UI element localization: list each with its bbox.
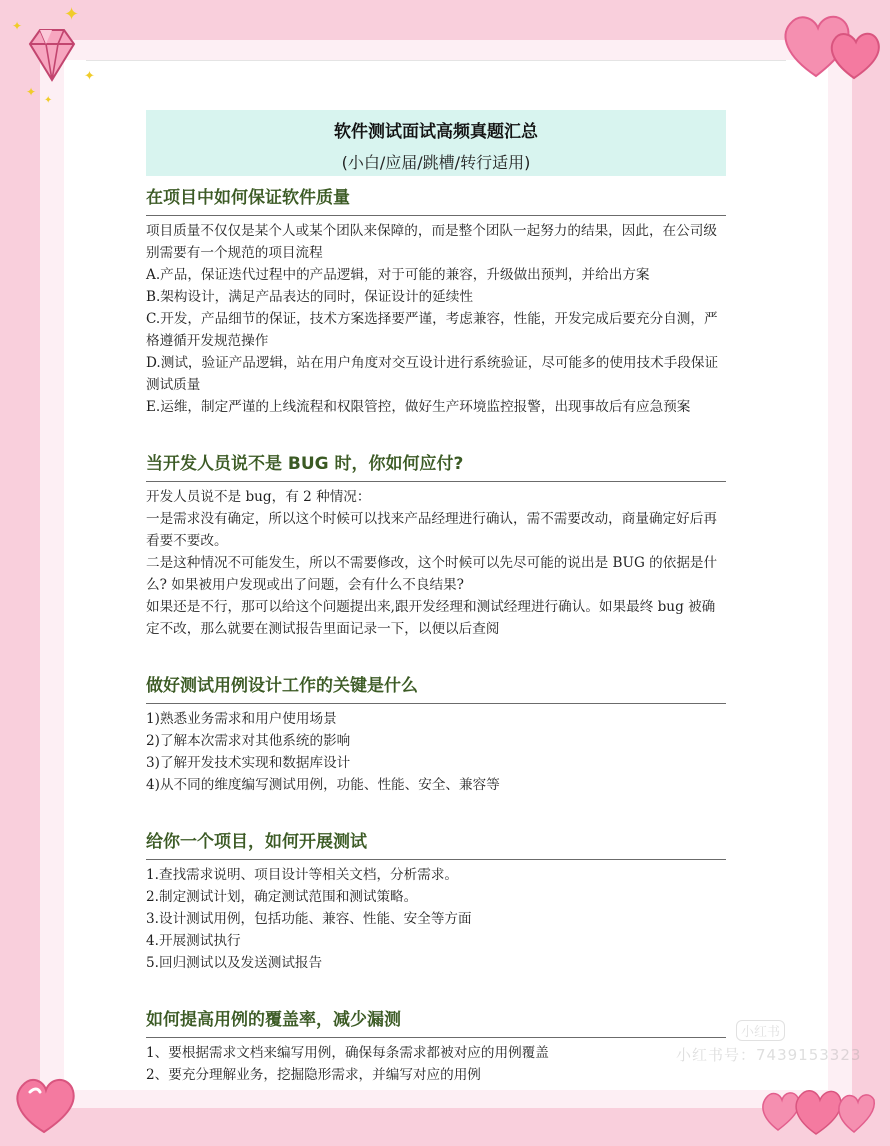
paragraph: 开发人员说不是 bug，有 2 种情况： <box>146 489 371 505</box>
title-band <box>146 110 726 176</box>
list-item: 1、要根据需求文档来编写用例，确保每条需求都被对应的用例覆盖 <box>146 1045 549 1061</box>
paragraph: A.产品，保证迭代过程中的产品逻辑，对于可能的兼容，升级做出预判，并给出方案 <box>146 267 650 283</box>
sparkle-icon: ✦ <box>26 85 37 99</box>
section-start-testing <box>146 830 726 974</box>
section-title: 给你一个项目，如何开展测试 <box>146 830 726 860</box>
list-item: 1)熟悉业务需求和用户使用场景 <box>146 711 337 727</box>
sparkle-icon: ✦ <box>64 4 80 25</box>
paragraph: C.开发，产品细节的保证，技术方案选择要严谨，考虑兼容，性能，开发完成后要充分自测，严格遵循开发规范操作 <box>146 311 718 349</box>
sparkle-icon: ✦ <box>44 95 53 106</box>
heart-icon <box>10 1072 80 1138</box>
heart-icon <box>776 6 886 86</box>
list-item: 4)从不同的维度编写测试用例，功能、性能、安全、兼容等 <box>146 777 500 793</box>
document-title: 软件测试面试高频真题汇总 <box>334 122 538 142</box>
document-subtitle: (小白/应届/跳槽/转行适用) <box>341 153 531 172</box>
paragraph: 如果还是不行，那可以给这个问题提出来,跟开发经理和测试经理进行确认。如果最终 bug 被确定不改，那么就要在测试报告里面记录一下，以便以后查阅 <box>146 599 716 637</box>
heart-icon <box>758 1080 878 1140</box>
list-item: 3.设计测试用例，包括功能、兼容、性能、安全等方面 <box>146 911 472 927</box>
document-content <box>146 110 726 1086</box>
section-title: 如何提高用例的覆盖率，减少漏测 <box>146 1008 726 1038</box>
watermark-id: 小红书号：7439153323 <box>676 1046 862 1064</box>
section-test-case-key <box>146 674 726 796</box>
section-not-bug <box>146 452 726 640</box>
section-title: 在项目中如何保证软件质量 <box>146 186 726 216</box>
paragraph: 二是这种情况不可能发生，所以不需要修改，这个时候可以先尽可能的说出是 BUG 的依据是什么? 如果被用户发现或出了问题，会有什么不良结果? <box>146 555 718 593</box>
sparkle-icon: ✦ <box>12 19 23 33</box>
list-item: 2)了解本次需求对其他系统的影响 <box>146 733 351 749</box>
paragraph: B.架构设计，满足产品表达的同时，保证设计的延续性 <box>146 289 473 305</box>
section-title: 做好测试用例设计工作的关键是什么 <box>146 674 726 704</box>
list-item: 5.回归测试以及发送测试报告 <box>146 955 323 971</box>
sparkle-icon: ✦ <box>84 69 95 84</box>
list-item: 4.开展测试执行 <box>146 933 241 949</box>
list-item: 2、要充分理解业务，挖掘隐形需求，并编写对应的用例 <box>146 1067 481 1083</box>
paragraph: 项目质量不仅仅是某个人或某个团队来保障的，而是整个团队一起努力的结果，因此，在公司级别需要有一个规范的项目流程 <box>146 223 717 261</box>
watermark-logo: 小红书 <box>736 1020 785 1041</box>
section-title: 当开发人员说不是 BUG 时，你如何应付? <box>146 452 726 482</box>
list-item: 2.制定测试计划，确定测试范围和测试策略。 <box>146 889 418 905</box>
paragraph: D.测试，验证产品逻辑，站在用户角度对交互设计进行系统验证，尽可能多的使用技术手段保证测试质量 <box>146 355 719 393</box>
section-quality <box>146 186 726 418</box>
paragraph: 一是需求没有确定，所以这个时候可以找来产品经理进行确认，需不需要改动，商量确定好后再看要不要改。 <box>146 511 717 549</box>
paragraph: E.运维，制定严谨的上线流程和权限管控，做好生产环境监控报警，出现事故后有应急预案 <box>146 399 691 415</box>
page-top-rule <box>86 60 786 61</box>
list-item: 1.查找需求说明、项目设计等相关文档，分析需求。 <box>146 867 459 883</box>
diamond-icon <box>20 22 84 86</box>
list-item: 3)了解开发技术实现和数据库设计 <box>146 755 351 771</box>
section-coverage <box>146 1008 726 1086</box>
